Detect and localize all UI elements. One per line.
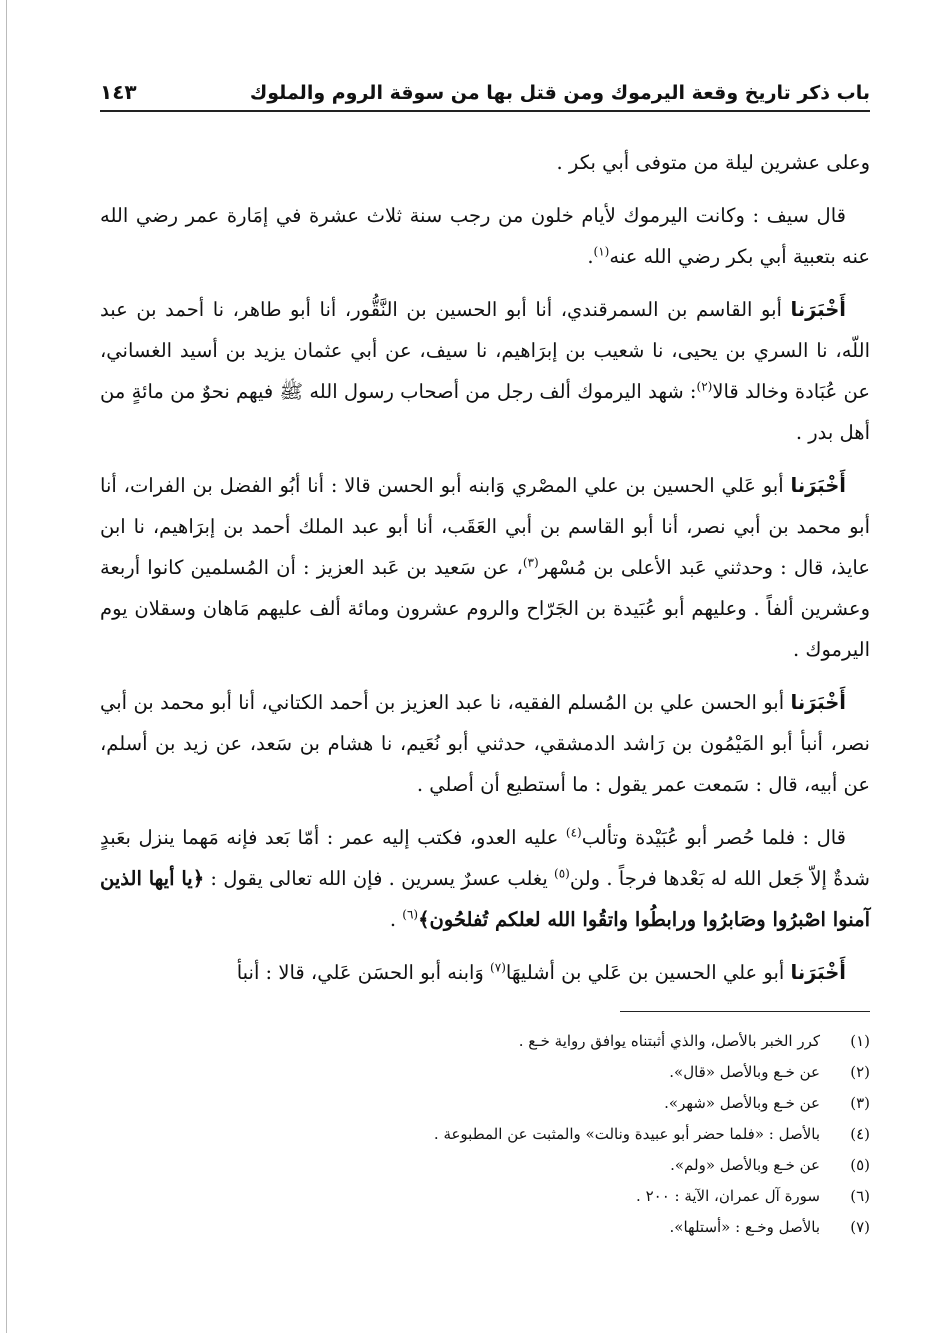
footnote-divider: [620, 1011, 870, 1012]
footnote-ref[interactable]: (٣): [522, 555, 539, 570]
footnote-ref[interactable]: (٤): [565, 825, 582, 840]
paragraph-2-end: .: [587, 245, 594, 268]
paragraph-3: [100, 289, 870, 453]
paragraph-3-end: : شهد اليرموك ألف رجل من أصحاب رسول الله ﷺ فيهم نحوٌ من مائةٍ من أهل بدر .: [100, 380, 870, 444]
isnad-lead: أَخْبَرَنا: [790, 691, 846, 714]
quran-verse: ﴿يا أيها الذين آمنوا اصْبرُوا وصَابرُوا ورابطُوا واتقُوا الله لعلكم تُفلحُون﴾: [100, 867, 870, 931]
footnotes: [100, 1026, 870, 1243]
footnote-item: [100, 1181, 870, 1212]
footnote-item: [100, 1088, 870, 1119]
isnad-lead: أَخْبَرَنا: [790, 474, 846, 497]
paragraph-3-text: أبو القاسم بن السمرقندي، أنا أبو الحسين بن النَّقُّور، أنا أبو طاهر، نا أحمد بن عبد اللّه، نا السري بن يحيى، نا شعيب بن إبرَاهيم، نا سيف، عن أبي عثمان يزيد بن أسيد الغساني، عن عُبَادة وخالد قالا: [100, 298, 870, 403]
footnote-item: [100, 1026, 870, 1057]
running-header: [100, 80, 870, 112]
footnote-number: (٤): [850, 1125, 870, 1143]
book-page: [100, 80, 870, 1310]
footnote-number: (٣): [850, 1094, 870, 1112]
paragraph-6-text-c: يغلب عسرٌ يسرين . فإن الله تعالى يقول :: [204, 867, 555, 890]
paragraph-7-text: أبو علي الحسين بن عَلي بن أشليهَا: [505, 961, 785, 984]
page-number: ١٤٣: [100, 80, 137, 104]
footnote-text: كرر الخبر بالأصل، والذي أثبتناه يوافق رواية خـع .: [518, 1032, 820, 1050]
footnote-text: سورة آل عمران، الآية : ٢٠٠ .: [636, 1187, 820, 1205]
paragraph-6-end: .: [389, 908, 403, 931]
paragraph-2: [100, 195, 870, 277]
paragraph-6-text-a: قال : فلما حُصر أبو عُبَيْدة وتألب: [581, 826, 846, 849]
footnote-text: بالأصل وخـع : «أستلها».: [669, 1218, 820, 1236]
footnote-number: (٢): [850, 1063, 870, 1081]
footnote-ref[interactable]: (٦): [402, 907, 419, 922]
chapter-title: باب ذكر تاريخ وقعة اليرموك ومن قتل بها من سوقة الروم والملوك: [249, 82, 870, 104]
footnote-ref[interactable]: (٧): [490, 960, 506, 975]
footnote-ref[interactable]: (٢): [696, 379, 713, 394]
paragraph-4-end: ، عن سَعيد بن عَبد العزيز : أن المُسلمين كانوا أربعة وعشرين ألفاً . وعليهم أبو عُبَيدة بن الجَرّاح والروم عشرون ومائة ألف عليهم مَاهان وسقلان يوم اليرموك .: [100, 556, 870, 661]
paragraph-7: [100, 952, 870, 993]
footnote-number: (١): [850, 1032, 870, 1050]
page-gutter-line: [6, 0, 7, 1333]
footnote-text: عن خـع وبالأصل «ولم».: [670, 1156, 820, 1174]
isnad-lead: أَخْبَرَنا: [790, 961, 846, 984]
footnote-number: (٧): [850, 1218, 870, 1236]
footnote-text: عن خـع وبالأصل «قال».: [669, 1063, 820, 1081]
footnote-ref[interactable]: (٥): [554, 866, 570, 881]
footnote-number: (٦): [850, 1187, 870, 1205]
footnote-item: [100, 1212, 870, 1243]
paragraph-2-text: قال سيف : وكانت اليرموك لأيام خلون من رجب سنة ثلاث عشرة في إمَارة عمر رضي الله عنه بتعبية أبي بكر رضي الله عنه: [100, 204, 870, 268]
paragraph-4: [100, 465, 870, 670]
paragraph-1-text: وعلى عشرين ليلة من متوفى أبي بكر .: [556, 151, 870, 174]
footnote-text: بالأصل : «فلما حضر أبو عبيدة ونالت» والمثبت عن المطبوعة .: [433, 1125, 820, 1143]
footnote-item: [100, 1057, 870, 1088]
paragraph-4-text: أبو عَلي الحسين بن علي المصْري وَابنه أبو الحسن قالا : أنا أبُو الفضل بن الفرات، أنا أبو محمد بن أبي نصر، أنا أبو القاسم بن أبي العَقَب، أنا أبو عبد الملك أحمد بن إبرَاهيم، نا ابن عايذ، قال : وحدثني عَبد الأعلى بن مُسْهر: [100, 474, 870, 579]
footnote-text: عن خـع وبالأصل «شهر».: [664, 1094, 820, 1112]
isnad-lead: أَخْبَرَنا: [790, 298, 846, 321]
paragraph-5-text: أبو الحسن علي بن المُسلم الفقيه، نا عبد العزيز بن أحمد الكتاني، أنا أبو محمد بن أبي نصر، أنبأ أبو المَيْمُون بن رَاشد الدمشقي، حدثني أبو نُعَيم، نا هشام بن سَعد، عن زيد بن أسلم، عن أبيه، قال : سَمعت عمر يقول : ما أستطيع أن أصلي .: [100, 691, 870, 796]
footnote-item: [100, 1150, 870, 1181]
footnote-number: (٥): [850, 1156, 870, 1174]
paragraph-7-end: وَابنه أبو الحسَن عَلي، قالا : أنبأ: [236, 961, 491, 984]
paragraph-5: [100, 682, 870, 805]
footnote-item: [100, 1119, 870, 1150]
paragraph-6: [100, 817, 870, 940]
paragraph-1: [100, 142, 870, 183]
paragraph-6-text-b: عليه العدو، فكتب إليه عمر : أمّا بَعد فإنه مَهما ينزل بعَبدٍ شدةٌ إلاّ جَعل الله له بَعْدها فرجاً . ولن: [100, 826, 870, 890]
main-text: [100, 142, 870, 993]
footnote-ref[interactable]: (١): [593, 244, 610, 259]
